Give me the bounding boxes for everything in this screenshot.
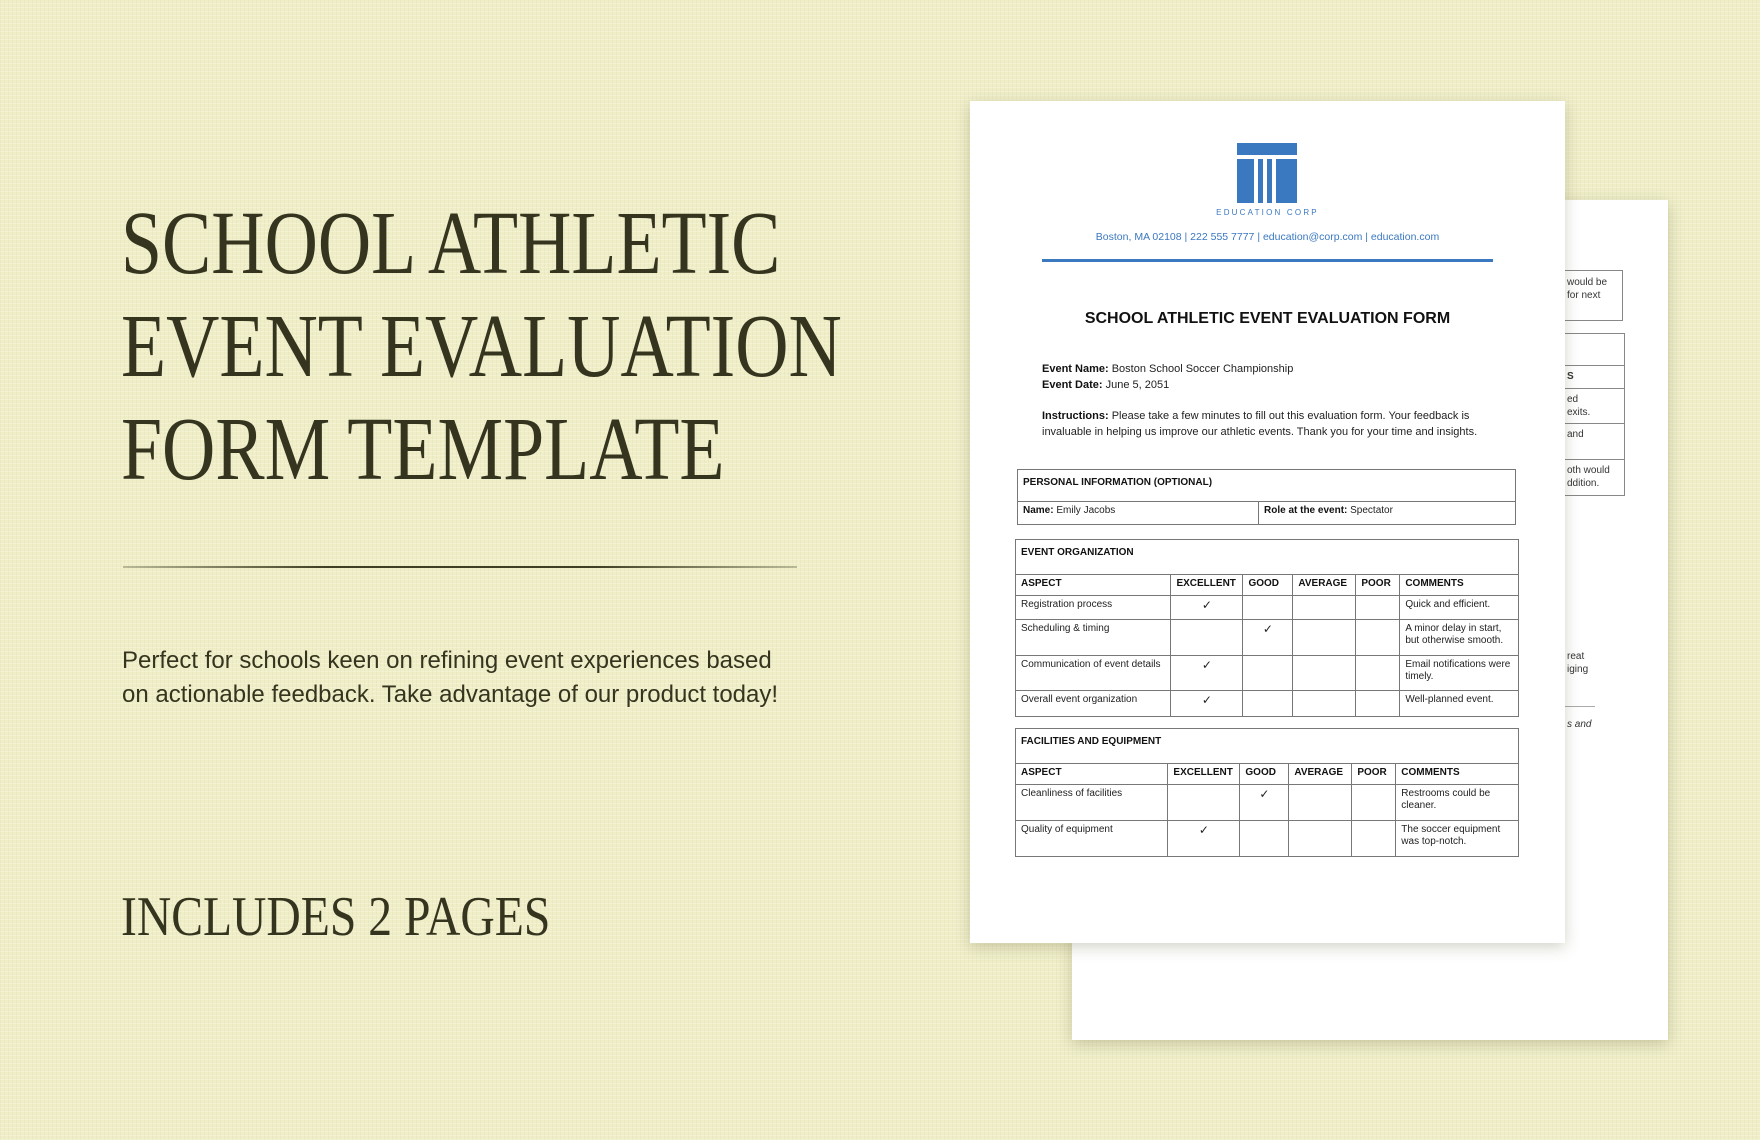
column-header: AVERAGE: [1289, 764, 1352, 785]
rating-cell-poor: [1356, 691, 1400, 717]
column-header: ASPECT: [1016, 575, 1171, 596]
rating-cell-poor: [1352, 785, 1396, 821]
table-row: [1016, 656, 1519, 691]
hero-title: [121, 192, 1000, 501]
rating-cell-average: [1293, 620, 1356, 656]
event-meta: Event Name: Boston School Soccer Championship Event Date: June 5, 2051: [1042, 363, 1294, 391]
rating-cell-excellent: [1168, 785, 1240, 821]
aspect-cell: Overall event organization: [1016, 691, 1171, 717]
column-header: EXCELLENT: [1168, 764, 1240, 785]
aspect-cell: Quality of equipment: [1016, 821, 1168, 857]
name-cell: Name: Emily Jacobs: [1018, 502, 1259, 525]
aspect-cell: Registration process: [1016, 596, 1171, 620]
table-row: [1016, 596, 1519, 620]
section-heading: EVENT ORGANIZATION: [1016, 540, 1519, 575]
check-icon: ✓: [1198, 823, 1209, 837]
aspect-cell: Communication of event details: [1016, 656, 1171, 691]
table-row: [1016, 620, 1519, 656]
rating-cell-excellent: [1171, 620, 1243, 656]
fragment-text: ed exits.: [1567, 394, 1591, 418]
table-row: [1016, 821, 1519, 857]
role-cell: Role at the event: Spectator: [1259, 502, 1516, 525]
column-header: POOR: [1356, 575, 1400, 596]
comment-cell: Well-planned event.: [1400, 691, 1519, 717]
header-rule: [1042, 259, 1493, 262]
comment-cell: Email notifications were timely.: [1400, 656, 1519, 691]
column-header: EXCELLENT: [1171, 575, 1243, 596]
personal-info-table: [1017, 469, 1516, 525]
comment-cell: A minor delay in start, but otherwise smooth.: [1400, 620, 1519, 656]
check-icon: ✓: [1201, 658, 1212, 672]
column-header: COMMENTS: [1400, 575, 1519, 596]
column-header: ASPECT: [1016, 764, 1168, 785]
rating-cell-poor: [1352, 821, 1396, 857]
document-title: SCHOOL ATHLETIC EVENT EVALUATION FORM: [1084, 310, 1451, 327]
rating-cell-good: [1243, 656, 1293, 691]
hero-title-line: FORM TEMPLATE: [121, 400, 725, 499]
rating-cell-excellent: [1171, 656, 1243, 691]
check-icon: ✓: [1262, 622, 1273, 636]
fragment-text: reat iging: [1567, 651, 1589, 675]
pages-note: INCLUDES 2 PAGES: [121, 886, 551, 948]
rating-cell-good: [1243, 596, 1293, 620]
rating-cell-average: [1293, 691, 1356, 717]
rating-cell-excellent: [1171, 691, 1243, 717]
column-header: GOOD: [1243, 575, 1293, 596]
rating-table: [1015, 728, 1519, 857]
check-icon: ✓: [1201, 693, 1212, 707]
rating-table: [1015, 539, 1519, 717]
event-date: June 5, 2051: [1105, 379, 1170, 391]
fragment-text: oth would ddition.: [1567, 465, 1610, 489]
column-header: COMMENTS: [1396, 764, 1519, 785]
aspect-cell: Cleanliness of facilities: [1016, 785, 1168, 821]
column-header: POOR: [1352, 764, 1396, 785]
section-heading: FACILITIES AND EQUIPMENT: [1016, 729, 1519, 764]
rating-cell-good: [1240, 821, 1289, 857]
front-page-preview: [970, 101, 1565, 943]
aspect-cell: Scheduling & timing: [1016, 620, 1171, 656]
rating-cell-excellent: [1171, 596, 1243, 620]
event-name: Boston School Soccer Championship: [1111, 363, 1294, 375]
rating-cell-average: [1289, 821, 1352, 857]
hero-title-line: SCHOOL ATHLETIC: [121, 194, 781, 293]
column-header: GOOD: [1240, 764, 1289, 785]
education-corp-logo-icon: [1237, 143, 1297, 203]
fragment-text: S: [1567, 371, 1574, 382]
instructions: Instructions: Please take a few minutes to fill out this evaluation form. Your feedback is invaluable in helping us improve our athletic events. Thank you for your time and insights.: [1042, 410, 1478, 438]
fragment-rule: [1562, 706, 1595, 707]
fragment-text: and: [1567, 429, 1584, 440]
section-heading: PERSONAL INFORMATION (OPTIONAL): [1018, 470, 1516, 502]
contact-line: Boston, MA 02108 | 222 555 7777 | education@corp.com | education.com: [1095, 231, 1440, 243]
table-row: [1016, 785, 1519, 821]
comment-cell: The soccer equipment was top-notch.: [1396, 821, 1519, 857]
rating-cell-average: [1289, 785, 1352, 821]
comment-cell: Restrooms could be cleaner.: [1396, 785, 1519, 821]
logo-text: EDUCATION CORP: [1216, 208, 1319, 217]
rating-cell-poor: [1356, 596, 1400, 620]
rating-cell-average: [1293, 596, 1356, 620]
fragment-text: s and: [1567, 719, 1592, 730]
rating-cell-good: [1243, 620, 1293, 656]
rating-cell-excellent: [1168, 821, 1240, 857]
rating-cell-good: [1243, 691, 1293, 717]
table-row: [1016, 691, 1519, 717]
rating-cell-average: [1293, 656, 1356, 691]
check-icon: ✓: [1201, 598, 1212, 612]
comment-cell: Quick and efficient.: [1400, 596, 1519, 620]
hero-description: Perfect for schools keen on refining event experiences based on actionable feedback. Take advantage of our product today!: [122, 647, 779, 708]
check-icon: ✓: [1259, 787, 1270, 801]
rating-cell-good: [1240, 785, 1289, 821]
column-header: AVERAGE: [1293, 575, 1356, 596]
rating-cell-poor: [1356, 620, 1400, 656]
divider: [123, 566, 797, 568]
rating-cell-poor: [1356, 656, 1400, 691]
fragment-text: would be for next: [1567, 277, 1608, 301]
hero-title-line: EVENT EVALUATION: [121, 297, 842, 396]
